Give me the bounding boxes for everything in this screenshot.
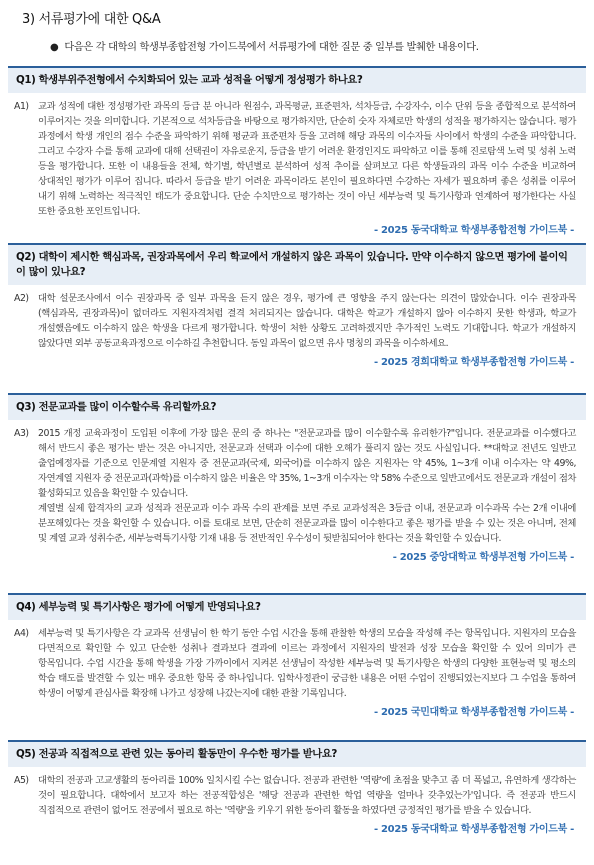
answer-label: A1) — [14, 101, 29, 112]
source-citation: - 2025 동국대학교 학생부종합전형 가이드북 - — [373, 225, 574, 236]
question-bar: Q2) 대학이 제시한 핵심과목, 권장과목에서 우리 학교에서 개설하지 않은 과목이 있습니다. 만약 이수하지 않으면 평가에 불이익이 많이 있나요? — [8, 243, 586, 285]
answer-text: 교과 성적에 대한 정성평가란 과목의 등급 분 아니라 원점수, 과목평균, 표준편차, 석차등급, 수강자수, 이수 단위 등을 종합적으로 분석하여 이루어지는 것을 의미합니다. 기본적으로 석차등급을 바탕으로 평가하지만, 단순히 숫자 자체로만 학생의 성적을 평가하지는 않습니다. 평가 과정에서 학생 개인의 점수 수준을 파악하기 위해 평균과 표준편차 등을 고려해 해당 과목의 이수자들 사이에서 학생의 수준을 파악합니다. 그리고 수강자 수를 통해 교과에 대해 선택권이 자유로운지, 등급을 받기 어려운 환경인지도 파악하고 이를 통해 진로탐색 노력 및 성취 노력 등을 평가합니다. 또한 이 내용들을 전체, 학기별, 학년별로 분석하여 성적 추이를 살펴보고 다른 학생들과의 과목 이수 수준을 비교하여 상대적인 평가가 이루어 집니다. 따라서 등급을 받기 어려운 과목이라도 본인이 필요하다면 수강하는 자세가 필요하며 좋은 성취를 이루어 내기 위해 노력하는 적극적인 태도가 중요합니다. 단순 수치만으로 평가하는 것이 아닌 세부능력 및 특기사항과 연계하여 평가한다는 사실 또한 중요한 포인트입니다. — [38, 101, 576, 217]
question-bar: Q3) 전문교과를 많이 이수할수록 유리할까요? — [8, 393, 586, 420]
section-title: 3) 서류평가에 대한 Q&A — [22, 12, 161, 27]
answer-label: A2) — [14, 293, 29, 304]
source-citation: - 2025 동국대학교 학생부종합전형 가이드북 - — [373, 824, 574, 835]
qa-block-2 — [8, 243, 586, 368]
intro-line — [50, 38, 580, 53]
bullet-icon: ● — [50, 42, 59, 53]
answer — [8, 285, 586, 351]
qa-block-5 — [8, 740, 586, 835]
answer-text: 세부능력 및 특기사항은 각 교과목 선생님이 한 학기 동안 수업 시간을 통해 관찰한 학생의 모습을 작성해 주는 항목입니다. 지원자의 모습을 다면적으로 확인할 수 있고 단순한 성취나 결과보다 결과에 이르는 과정에서 지원자의 발전과 성장 모습을 확인할 수 있어 의미가 큰 항목입니다. 수업 시간을 통해 학생을 가장 가까이에서 지켜본 선생님이 작성한 세부능력 및 특기사항은 학생의 다양한 표현능력 및 평소의 학습 태도를 발견할 수 있는 매우 중요한 항목 중 하나입니다. 입학사정관이 궁금한 내용은 어떤 수업이 진행되었는지보다 그 수업을 통하여 학생이 어떻게 관심사를 확장해 나가고 성장해 나갔는지에 대한 관찰 기록입니다. — [38, 628, 576, 699]
source-citation: - 2025 국민대학교 학생부종합전형 가이드북 - — [373, 707, 574, 718]
question-bar: Q4) 세부능력 및 특기사항은 평가에 어떻게 반영되나요? — [8, 593, 586, 620]
answer-label: A4) — [14, 628, 29, 639]
question-bar: Q1) 학생부위주전형에서 수치화되어 있는 교과 성적을 어떻게 정성평가 하나요? — [8, 66, 586, 93]
answer — [8, 420, 586, 546]
question-bar: Q5) 전공과 직접적으로 관련 있는 동아리 활동만이 우수한 평가를 받나요? — [8, 740, 586, 767]
answer-text: 대학의 전공과 고교생활의 동아리를 100% 일치시킬 수는 없습니다. 전공과 관련한 '역량'에 초점을 맞추고 좀 더 폭넓고, 유연하게 생각하는 것이 필요합니다. 대학에서 보고자 하는 전공적합성은 '해당 전공과 관련한 학업 역량을 얼마나 갖추었는가'입니다. 즉 전공과 반드시 직접적으로 관련이 없어도 전공에서 필요로 하는 '역량'을 키우기 위한 동아리 활동을 하였다면 긍정적인 평가를 받을 수 있습니다. — [38, 775, 576, 816]
qa-block-3 — [8, 393, 586, 563]
answer-paragraph-1: 2015 개정 교육과정이 도입된 이후에 가장 많은 문의 중 하나는 "전문교과를 많이 이수할수록 유리한가?"입니다. 전문교과를 이수했다고 해서 반드시 좋은 평가는 받는 것은 아니지만, 전문교과 선택과 이수에 대한 오해가 풀리지 않는 것도 사실입니다. **대학교 전년도 일반고 출업예정자를 기준으로 인문계열 지원자 중 전문교과(국제, 외국어)를 이수하지 않은 지원자는 약 45%, 1~3개 이내 이수자는 약 49%, 자연계열 지원자 중 전문교과(과학)를 이수하지 않은 비율은 약 35%, 1~3개 이수자는 약 58% 수준으로 일반고에서도 전문교과 개설이 점차 활성화되고 있음을 확인할 수 있습니다. — [38, 428, 576, 499]
answer — [8, 767, 586, 818]
intro-text: 다음은 각 대학의 학생부종합전형 가이드북에서 서류평가에 대한 질문 중 일부를 발췌한 내용이다. — [64, 42, 479, 53]
source-citation: - 2025 경희대학교 학생부종합전형 가이드북 - — [373, 357, 574, 368]
source-citation: - 2025 중앙대학교 학생부전형 가이드북 - — [392, 552, 574, 563]
answer-paragraph-2: 계열별 실제 합격자의 교과 성적과 전문교과 이수 과목 수의 관계를 보면 주로 교과성적은 3등급 이내, 전문교과 이수과목 수는 2개 이내에 분포해있다는 것을 확인할 수 있습니다. 이를 토대로 보면, 단순히 전문교과를 많이 이수한다고 좋은 평가를 받을 수 있는 것은 아니며, 전체 및 계열 교과 성취수준, 세부능력특기사항 기재 내용 등 전반적인 우수성이 뒷받침되어야 한다는 것을 확인할 수 있습니다. — [38, 503, 576, 544]
answer-label: A3) — [14, 428, 29, 439]
answer — [8, 93, 586, 219]
answer-text: 대학 설문조사에서 이수 권장과목 중 일부 과목을 듣지 않은 경우, 평가에 큰 영향을 주지 않는다는 의견이 많았습니다. 이수 권장과목(핵심과목, 권장과목)이 없더라도 지원자격처럼 결격 처리되지는 않습니다. 대학은 학교가 개설하지 않아 이수하지 못한 학생과, 학교가 개설했음에도 이수하지 않은 학생을 다르게 평가합니다. 학생이 처한 상황도 고려하겠지만 추가적인 노력도 기대합니다. 학교가 개설하지 않았다면 외부 공동교육과정으로 이수하길 추천합니다. 동일 과목이 없으면 유사 명칭의 과목을 이수하세요. — [38, 293, 576, 349]
qa-block-1 — [8, 66, 586, 236]
answer — [8, 620, 586, 701]
qa-block-4 — [8, 593, 586, 718]
answer-label: A5) — [14, 775, 29, 786]
